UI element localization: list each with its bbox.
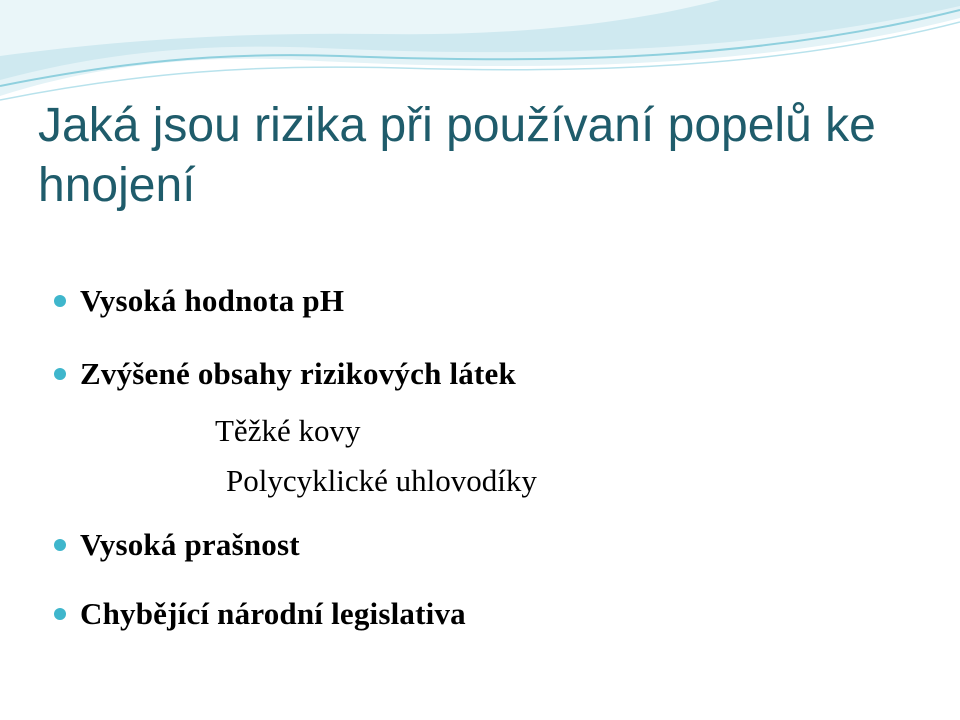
bullet-dot-icon bbox=[54, 608, 66, 620]
bullet-item-missing-legislation bbox=[54, 594, 466, 634]
bullet-dot-icon bbox=[54, 539, 66, 551]
bullet-item-risk-substances bbox=[54, 354, 516, 394]
bullet-item-high-dust bbox=[54, 525, 300, 565]
sub-item-polycyclic-hydrocarbons: Polycyklické uhlovodíky bbox=[226, 463, 537, 498]
bullet-text: Chybějící národní legislativa bbox=[80, 596, 466, 631]
sub-item-heavy-metals: Těžké kovy bbox=[215, 413, 361, 448]
bullet-item-high-ph bbox=[54, 281, 344, 321]
bullet-dot-icon bbox=[54, 368, 66, 380]
slide-title: Jaká jsou rizika při používaní popelů ke hnojení bbox=[38, 99, 876, 212]
bullet-text: Vysoká hodnota pH bbox=[80, 283, 345, 318]
bullet-text: Zvýšené obsahy rizikových látek bbox=[80, 356, 516, 391]
bullet-text: Vysoká prašnost bbox=[80, 527, 300, 562]
bullet-dot-icon bbox=[54, 295, 66, 307]
